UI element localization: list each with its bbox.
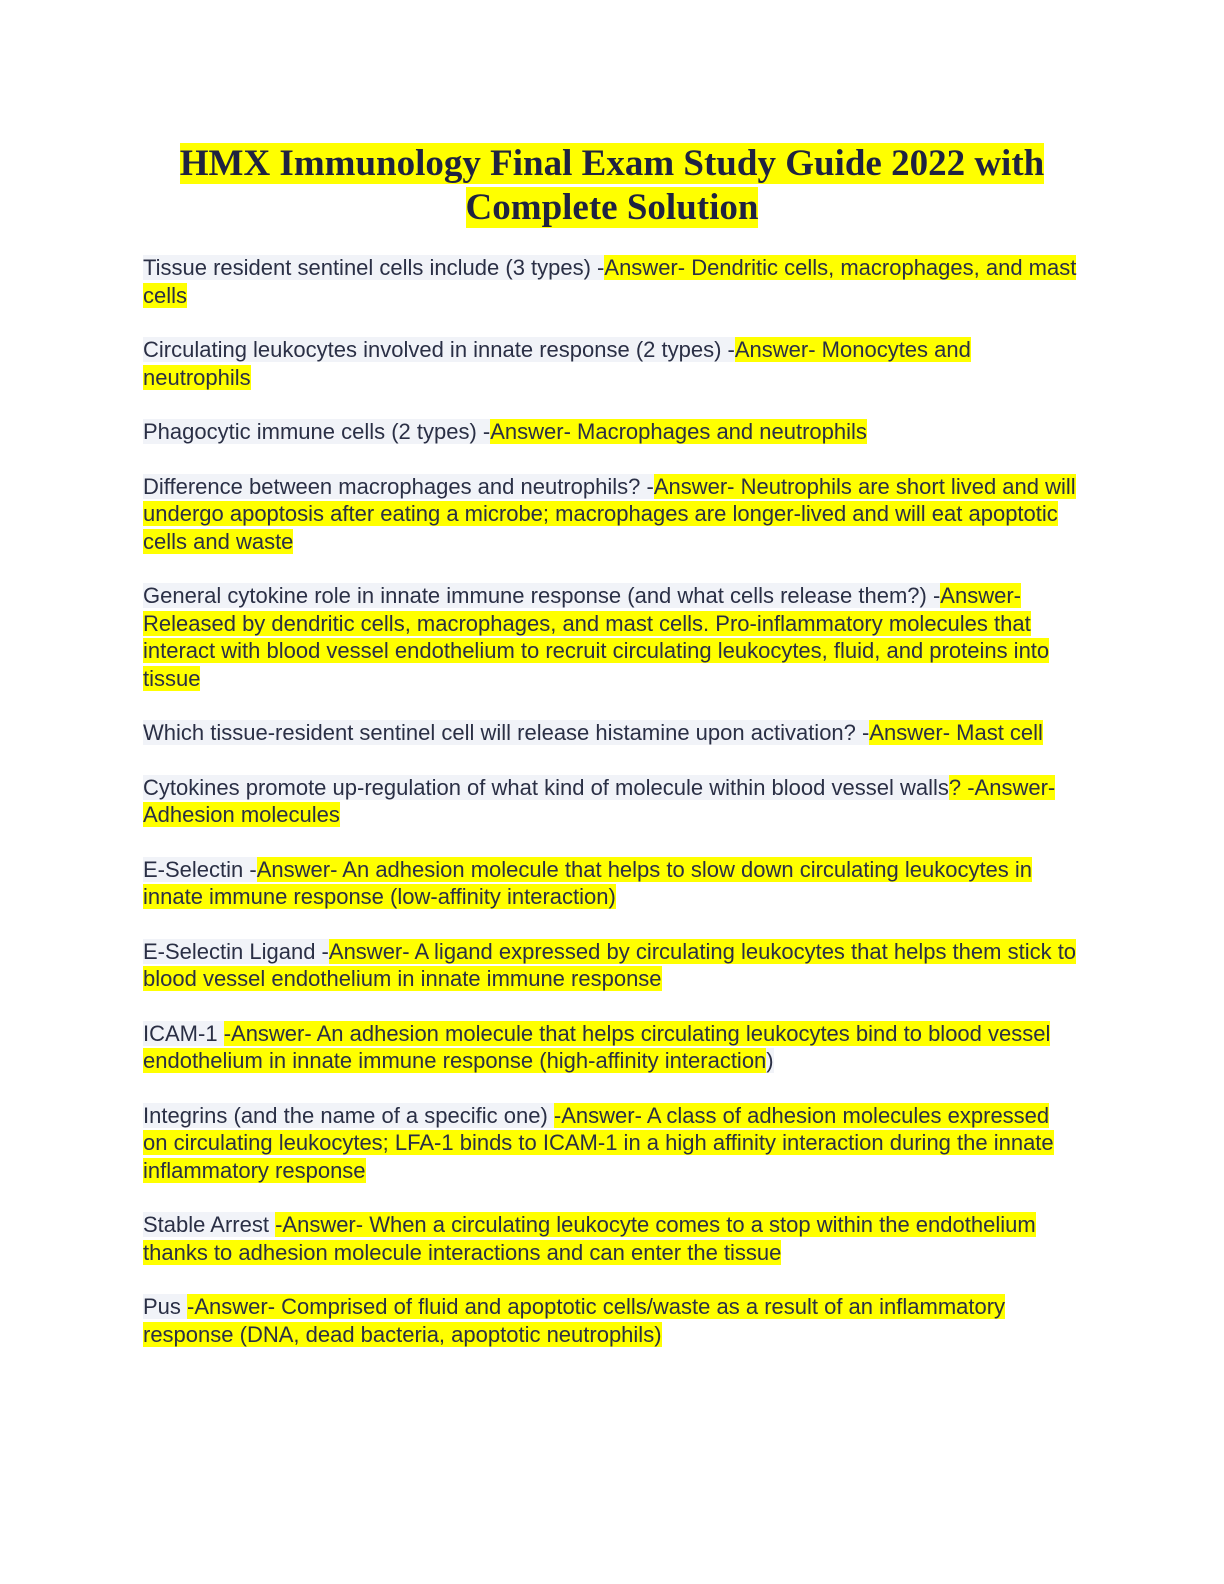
answer-text: Answer- A ligand expressed by circulating leukocytes that helps them stick to blood vessel endothelium in innate immune response <box>143 938 1077 991</box>
question-text: General cytokine role in innate immune response (and what cells release them?) - <box>143 583 941 608</box>
question-text: Which tissue-resident sentinel cell will release histamine upon activation? - <box>143 720 870 745</box>
document-title <box>0 142 1224 230</box>
answer-text: -Answer- When a circulating leukocyte comes to a stop within the endothelium thanks to adhesion molecule interactions and can enter the tissue <box>143 1212 1036 1265</box>
qa-item <box>143 938 1078 993</box>
question-text: Difference between macrophages and neutrophils? - <box>143 473 654 499</box>
qa-item <box>143 1293 1078 1348</box>
answer-text: ? -Answer- Adhesion molecules <box>143 774 1056 827</box>
qa-list <box>143 254 1078 1375</box>
answer-text: Answer- Dendritic cells, macrophages, and mast cells <box>143 255 1077 308</box>
qa-item <box>143 336 1078 391</box>
question-text: Integrins (and the name of a specific one) <box>143 1102 554 1128</box>
answer-text: -Answer- A class of adhesion molecules expressed on circulating leukocytes; LFA-1 binds to ICAM-1 in a high affinity interaction during the innate inflammatory response <box>143 1102 1054 1183</box>
title-line-2: Complete Solution <box>465 187 759 228</box>
title-line-1: HMX Immunology Final Exam Study Guide 2022 with <box>179 143 1045 184</box>
answer-text: -Answer- An adhesion molecule that helps circulating leukocytes bind to blood vessel endothelium in innate immune response (high-affinity interaction <box>143 1020 1051 1073</box>
qa-item <box>143 473 1078 556</box>
qa-item <box>143 582 1078 692</box>
question-text: Phagocytic immune cells (2 types) - <box>143 419 491 444</box>
question-text: E-Selectin - <box>143 856 257 882</box>
answer-text: Answer- Macrophages and neutrophils <box>490 419 867 444</box>
question-text: Cytokines promote up-regulation of what kind of molecule within blood vessel walls <box>143 774 949 800</box>
answer-text: Answer- Mast cell <box>869 720 1043 745</box>
qa-item <box>143 254 1078 309</box>
qa-item <box>143 1020 1078 1075</box>
answer-text: Answer- Released by dendritic cells, macrophages, and mast cells. Pro-inflammatory molecules that interact with blood vessel endothelium to recruit circulating leukocytes, fluid, and proteins into tissue <box>143 583 1050 691</box>
qa-item <box>143 719 1078 747</box>
answer-text: Answer- Monocytes and neutrophils <box>143 337 971 390</box>
question-text: Circulating leukocytes involved in innate response (2 types) - <box>143 337 735 362</box>
qa-item <box>143 1102 1078 1185</box>
answer-text: Answer- An adhesion molecule that helps to slow down circulating leukocytes in innate immune response (low-affinity interaction) <box>143 856 1033 909</box>
answer-text: Answer- Neutrophils are short lived and will undergo apoptosis after eating a microbe; macrophages are longer-lived and will eat apoptotic cells and waste <box>143 473 1076 554</box>
qa-item <box>143 1211 1078 1266</box>
qa-item <box>143 856 1078 911</box>
question-text: Pus <box>143 1294 188 1319</box>
question-text: ICAM-1 <box>143 1020 224 1046</box>
answer-tail: ) <box>766 1048 774 1073</box>
question-text: Stable Arrest <box>143 1212 276 1237</box>
question-text: E-Selectin Ligand - <box>143 938 329 964</box>
answer-text: -Answer- Comprised of fluid and apoptotic cells/waste as a result of an inflammatory response (DNA, dead bacteria, apoptotic neutrophils) <box>143 1294 1006 1347</box>
question-text: Tissue resident sentinel cells include (3 types) - <box>143 255 605 280</box>
qa-item <box>143 418 1078 446</box>
qa-item <box>143 774 1078 829</box>
